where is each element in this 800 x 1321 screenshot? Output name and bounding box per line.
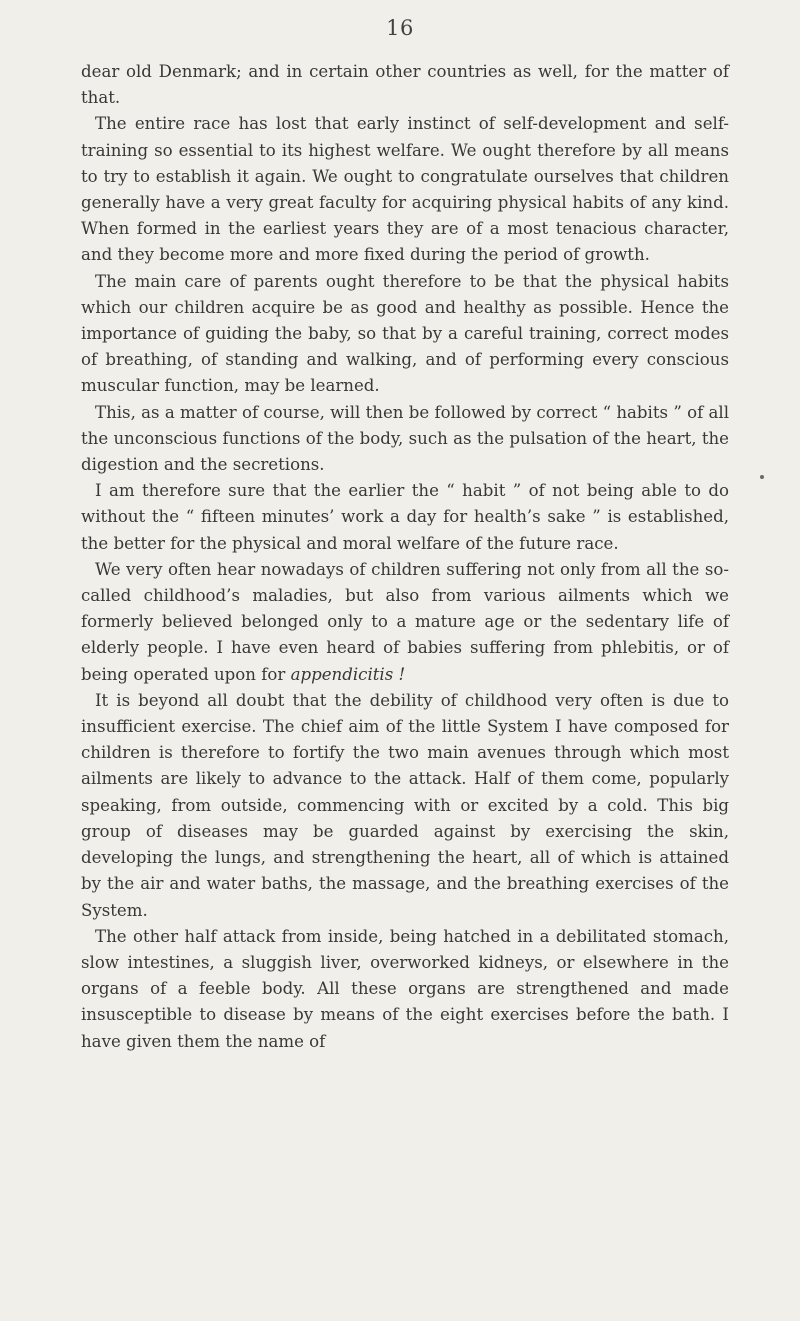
paragraph-unconscious-habits: This, as a matter of course, will then be followed by correct “ habits ” of all the unconscious functions of the body, such as the pulsation of the heart, the digestion and the secretions. (81, 402, 729, 475)
paragraph-ailments (81, 557, 729, 688)
paragraph-continuation: dear old Denmark; and in certain other countries as well, for the matter of that. (81, 62, 729, 108)
body-text (81, 59, 729, 1055)
appendicitis-italic: appendicitis ! (290, 664, 406, 684)
paragraph-fifteen-minutes: I am therefore sure that the earlier the “ habit ” of not being able to do without the “ fifteen minutes’ work a day for health’s sake ” is established, the better for the physical and moral welfare of the future race. (81, 481, 729, 553)
page-number: 16 (386, 16, 414, 40)
paragraph-self-development: The entire race has lost that early instinct of self-development and self-training so essential to its highest welfare. We ought therefore by all means to try to establish it again. We ought to congratulate ourselves that children generally have a very great faculty for acquiring physical habits of any kind. When formed in the earliest years they are of a most tenacious character, and they become more and more fixed during the period of growth. (81, 114, 729, 265)
ailments-text: We very often hear nowadays of children suffering not only from all the so-called childhood’s maladies, but also from various ailments which we formerly believed belonged only to a mature age or the sedentary life of elderly people. I have even heard of babies suffering from phlebitis, or of being operated upon for (81, 559, 729, 684)
paragraph-parents-care: The main care of parents ought therefore to be that the physical habits which our children acquire be as good and healthy as possible. Hence the importance of guiding the baby, so that by a careful training, correct modes of breathing, of standing and walking, and of performing every conscious muscular function, may be learned. (81, 271, 729, 396)
margin-mark (760, 475, 764, 479)
paragraph-insufficient-exercise: It is beyond all doubt that the debility of childhood very often is due to insufficient exercise. The chief aim of the little System I have composed for children is therefore to fortify the two main avenues through which most ailments are likely to advance to the attack. Half of them come, popularly speaking, from outside, commencing with or excited by a cold. This big group of diseases may be guarded against by exercising the skin, developing the lungs, and strengthening the heart, all of which is attained by the air and water baths, the massage, and the breathing exercises of the System. (81, 690, 729, 920)
paragraph-inside-attack: The other half attack from inside, being hatched in a debilitated stomach, slow intestines, a sluggish liver, overworked kidneys, or elsewhere in the organs of a feeble body. All these organs are strengthened and made insusceptible to disease by means of the eight exercises before the bath. I have given them the name of (81, 926, 729, 1051)
